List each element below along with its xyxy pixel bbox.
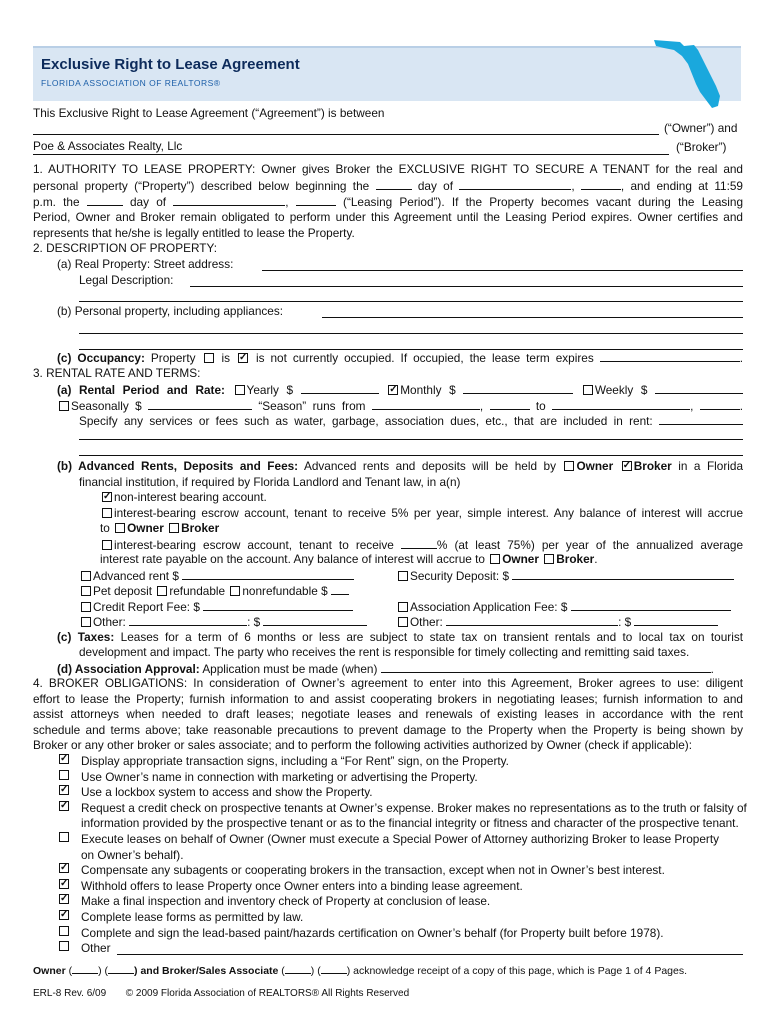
non-interest-checkbox[interactable]	[102, 492, 112, 502]
end-year-field[interactable]	[296, 194, 336, 206]
activity-checkbox[interactable]	[59, 754, 69, 764]
activity-checkbox[interactable]	[59, 879, 69, 889]
accrue-broker-checkbox[interactable]	[169, 523, 179, 533]
begin-year-field[interactable]	[581, 178, 621, 190]
activity-text: Request a credit check on prospective tenants at Owner’s expense. Broker makes no representations as to the truth or falsity of	[81, 800, 747, 815]
other-fee-2-amount[interactable]	[634, 614, 718, 626]
owner-initials-1[interactable]	[72, 962, 98, 974]
s4-line5: Broker or any other broker or sales associate; and to perform the following activities authorized by Owner (check if applicable):	[33, 738, 692, 752]
form-number: ERL-8 Rev. 6/09	[33, 988, 107, 999]
s2-heading: 2. DESCRIPTION OF PROPERTY:	[33, 241, 217, 255]
credit-report-field[interactable]	[203, 599, 353, 611]
activity-checkbox[interactable]	[59, 926, 69, 936]
pet-deposit-line: Pet deposit refundable nonrefundable $	[79, 583, 743, 600]
intro-line: This Exclusive Right to Lease Agreement (“Agreement”) is between	[33, 106, 385, 120]
seasonally-checkbox[interactable]	[59, 401, 69, 411]
activity-text: Execute leases on behalf of Owner (Owner must execute a Special Power of Attorney authorizing Broker to lease Property	[81, 832, 720, 846]
pet-deposit-field[interactable]	[331, 583, 349, 595]
end-day-field[interactable]	[87, 194, 123, 206]
activity-checkbox[interactable]	[59, 770, 69, 780]
association-approval-field[interactable]	[381, 661, 711, 673]
advanced-rent-checkbox[interactable]	[81, 571, 91, 581]
security-deposit-checkbox[interactable]	[398, 571, 408, 581]
s1-line4: Period, Owner and Broker remain obligated to perform under this Agreement until the Leasing Period expires. Owner certifies and	[33, 210, 743, 224]
personal-property-field-2[interactable]	[79, 333, 743, 334]
pet-deposit-checkbox[interactable]	[81, 586, 91, 596]
services-field-2[interactable]	[79, 439, 743, 440]
activity-text: Withhold offers to lease Property once Owner enters into a binding lease agreement.	[81, 878, 523, 893]
services-field[interactable]	[659, 413, 743, 425]
other-fee-1-name[interactable]	[129, 614, 247, 626]
s3-c-line2: development and impact. The party who receives the rent is responsible for timely collecting and remitting said taxes.	[79, 645, 690, 659]
non-interest-option: ✓non-interest bearing account.	[100, 490, 743, 506]
activity-text: Other	[81, 941, 111, 956]
activity-checkbox[interactable]	[59, 910, 69, 920]
credit-report-line: Credit Report Fee: $	[79, 599, 369, 616]
legal-desc-field-2[interactable]	[79, 301, 743, 302]
accrue-owner-checkbox[interactable]	[115, 523, 125, 533]
form-subtitle: FLORIDA ASSOCIATION OF REALTORS®	[41, 78, 221, 88]
personal-property-field[interactable]	[322, 317, 743, 318]
activity-text: Use Owner’s name in connection with marketing or advertising the Property.	[81, 769, 478, 784]
owner-name-field[interactable]	[33, 134, 659, 135]
season-to-field[interactable]	[552, 398, 690, 410]
not-occupied-checkbox[interactable]	[238, 353, 248, 363]
activity-checkbox[interactable]	[59, 801, 69, 811]
seasonal-field[interactable]	[148, 398, 252, 410]
broker-initials-1[interactable]	[285, 962, 311, 974]
interest-5-option: interest-bearing escrow account, tenant to receive 5% per year, simple interest. Any balance of interest will accrue	[100, 506, 743, 522]
advanced-rent-line: Advanced rent $	[79, 568, 369, 585]
assoc-fee-field[interactable]	[571, 599, 731, 611]
activity-checkbox[interactable]	[59, 894, 69, 904]
activity-checkbox[interactable]	[59, 785, 69, 795]
held-by-broker-checkbox[interactable]	[622, 461, 632, 471]
s4-line4: schedule and terms above; take reasonable precautions to prevent damage to the Property when the Property is being shown by	[33, 723, 743, 737]
footer-ack: Owner ( ) ( ) and Broker/Sales Associate ( ) ( ) acknowledge receipt of a copy of this page, which is Page 1 of 4 Pages.	[33, 962, 687, 977]
activity-text: Complete lease forms as permitted by law.	[81, 910, 304, 924]
s3-a-line: (a) Rental Period and Rate: Yearly $ ✓ Monthly $ Weekly $	[57, 382, 743, 399]
yearly-field[interactable]	[301, 382, 379, 394]
other-activity-field[interactable]	[117, 954, 743, 955]
broker-tag: (“Broker”)	[676, 140, 727, 154]
form-header	[33, 46, 741, 101]
activity-text-continued: information provided by the prospective tenant or as to the financial integrity or fitness and character of the prospective tenant.	[81, 816, 739, 831]
assoc-fee-checkbox[interactable]	[398, 602, 408, 612]
activity-checkbox[interactable]	[59, 832, 69, 842]
activity-text: Make a final inspection and inventory check of Property at conclusion of lease.	[81, 894, 491, 909]
season-from-year-field[interactable]	[490, 398, 530, 410]
refundable-checkbox[interactable]	[157, 586, 167, 596]
owner-tag: (“Owner”) and	[664, 121, 738, 135]
credit-report-checkbox[interactable]	[81, 602, 91, 612]
legal-desc-label: Legal Description:	[79, 273, 174, 287]
s4-line1: 4. BROKER OBLIGATIONS: In consideration of Owner’s agreement to enter into this Agreement, Broker agrees to use: diligent	[33, 676, 743, 690]
season-from-field[interactable]	[372, 398, 480, 410]
s3-specify-line: Specify any services or fees such as water, garbage, association dues, etc., that are included in rent:	[79, 413, 743, 430]
other-fee-1-amount[interactable]	[263, 614, 367, 626]
other-fee-line-2: Other: : $	[396, 614, 744, 631]
street-address-field[interactable]	[262, 270, 743, 271]
copyright: © 2009 Florida Association of REALTORS® All Rights Reserved	[125, 988, 410, 999]
other-fee-2-name[interactable]	[446, 614, 618, 626]
begin-month-field[interactable]	[459, 178, 571, 190]
activity-text-continued: on Owner’s behalf).	[81, 847, 184, 862]
interest-broker-checkbox[interactable]	[544, 554, 554, 564]
s3-seasonal-line: Seasonally $ “Season” runs from , to , .	[57, 398, 743, 415]
activity-text: Compensate any subagents or cooperating brokers in the transaction, except when not in Owner’s best interest.	[81, 863, 665, 878]
interest-pct-option: interest-bearing escrow account, tenant to receive % (at least 75%) per year of the annualized average	[100, 537, 743, 554]
nonrefundable-checkbox[interactable]	[230, 586, 240, 596]
lease-expires-field[interactable]	[600, 350, 740, 362]
footer-meta	[33, 988, 409, 999]
other-fee-line-1: Other: : $	[79, 614, 369, 631]
broker-initials-2[interactable]	[321, 962, 347, 974]
s3-c-line: (c) Taxes: Leases for a term of 6 months or less are subject to state tax on transient rentals and to local tax on tourist	[57, 630, 743, 644]
activity-checkbox[interactable]	[59, 941, 69, 951]
interest-pct-field[interactable]	[401, 537, 437, 549]
s4-line3: assist attorneys when needed to draft leases; negotiate leases and renewals of existing leases in accordance with the rent	[33, 707, 743, 721]
interest-pct-checkbox[interactable]	[102, 540, 112, 550]
legal-desc-field[interactable]	[190, 286, 743, 287]
security-deposit-field[interactable]	[512, 568, 734, 580]
weekly-field[interactable]	[655, 382, 743, 394]
activity-text: Display appropriate transaction signs, including a “For Rent” sign, on the Property.	[81, 754, 509, 768]
services-field-3[interactable]	[79, 455, 743, 456]
s2-a-label: (a) Real Property: Street address:	[57, 257, 234, 271]
other-fee-2-checkbox[interactable]	[398, 617, 408, 627]
florida-map-icon	[654, 34, 726, 110]
s2-b-label: (b) Personal property, including appliances:	[57, 304, 284, 318]
interest-5-checkbox[interactable]	[102, 508, 112, 518]
s1-line2: personal property (“Property”) described below beginning the day of , , and ending at 11:59	[33, 179, 743, 193]
owner-initials-2[interactable]	[108, 962, 134, 974]
held-by-owner-checkbox[interactable]	[564, 461, 574, 471]
activity-checkbox[interactable]	[59, 863, 69, 873]
begin-day-field[interactable]	[376, 178, 412, 190]
form-title: Exclusive Right to Lease Agreement	[41, 56, 300, 73]
accrue-to-line: to Owner Broker	[100, 521, 220, 535]
s1-line1: 1. AUTHORITY TO LEASE PROPERTY: Owner gives Broker the EXCLUSIVE RIGHT TO SECURE A TENANT for the real and	[33, 162, 743, 176]
activity-text: Complete and sign the lead-based paint/hazards certification on Owner’s behalf (for Property built before 1978).	[81, 925, 664, 940]
interest-owner-checkbox[interactable]	[490, 554, 500, 564]
weekly-checkbox[interactable]	[583, 385, 593, 395]
broker-name-value[interactable]: Poe & Associates Realty, Llc	[33, 139, 183, 153]
monthly-field[interactable]	[463, 382, 573, 394]
s3-d-line: (d) Association Approval: Application must be made (when) .	[57, 662, 714, 676]
s3-b-line: (b) Advanced Rents, Deposits and Fees: Advanced rents and deposits will be held by Owner ✓ Broker in a Florida	[57, 459, 743, 475]
interest-accrue-line: interest rate payable on the account. Any balance of interest will accrue to Owner Broker.	[100, 552, 598, 566]
s2-c-line: (c) Occupancy: Property is ✓ is not currently occupied. If occupied, the lease term expires .	[57, 350, 743, 367]
s3-b-line2: financial institution, if required by Florida Landlord and Tenant law, in a(n)	[79, 475, 461, 489]
security-deposit-line: Security Deposit: $	[396, 568, 744, 585]
other-fee-1-checkbox[interactable]	[81, 617, 91, 627]
season-to-year-field[interactable]	[700, 398, 740, 410]
activity-text: Use a lockbox system to access and show the Property.	[81, 785, 373, 800]
monthly-checkbox[interactable]	[388, 385, 398, 395]
s1-line5: represents that he/she is legally entitled to lease the Property.	[33, 226, 355, 240]
s3-heading: 3. RENTAL RATE AND TERMS:	[33, 366, 201, 380]
occupied-checkbox[interactable]	[204, 353, 214, 363]
end-month-field[interactable]	[173, 194, 285, 206]
s4-line2: effort to lease the Property; furnish information to and assist cooperating brokers in negotiating leases; furnish information to and	[33, 692, 743, 706]
broker-name-field[interactable]	[33, 154, 669, 155]
s1-line3: p.m. the day of , (“Leasing Period”). If the Property becomes vacant during the Leasing	[33, 195, 743, 209]
advanced-rent-field[interactable]	[182, 568, 354, 580]
yearly-checkbox[interactable]	[235, 385, 245, 395]
assoc-fee-line: Association Application Fee: $	[396, 599, 744, 616]
